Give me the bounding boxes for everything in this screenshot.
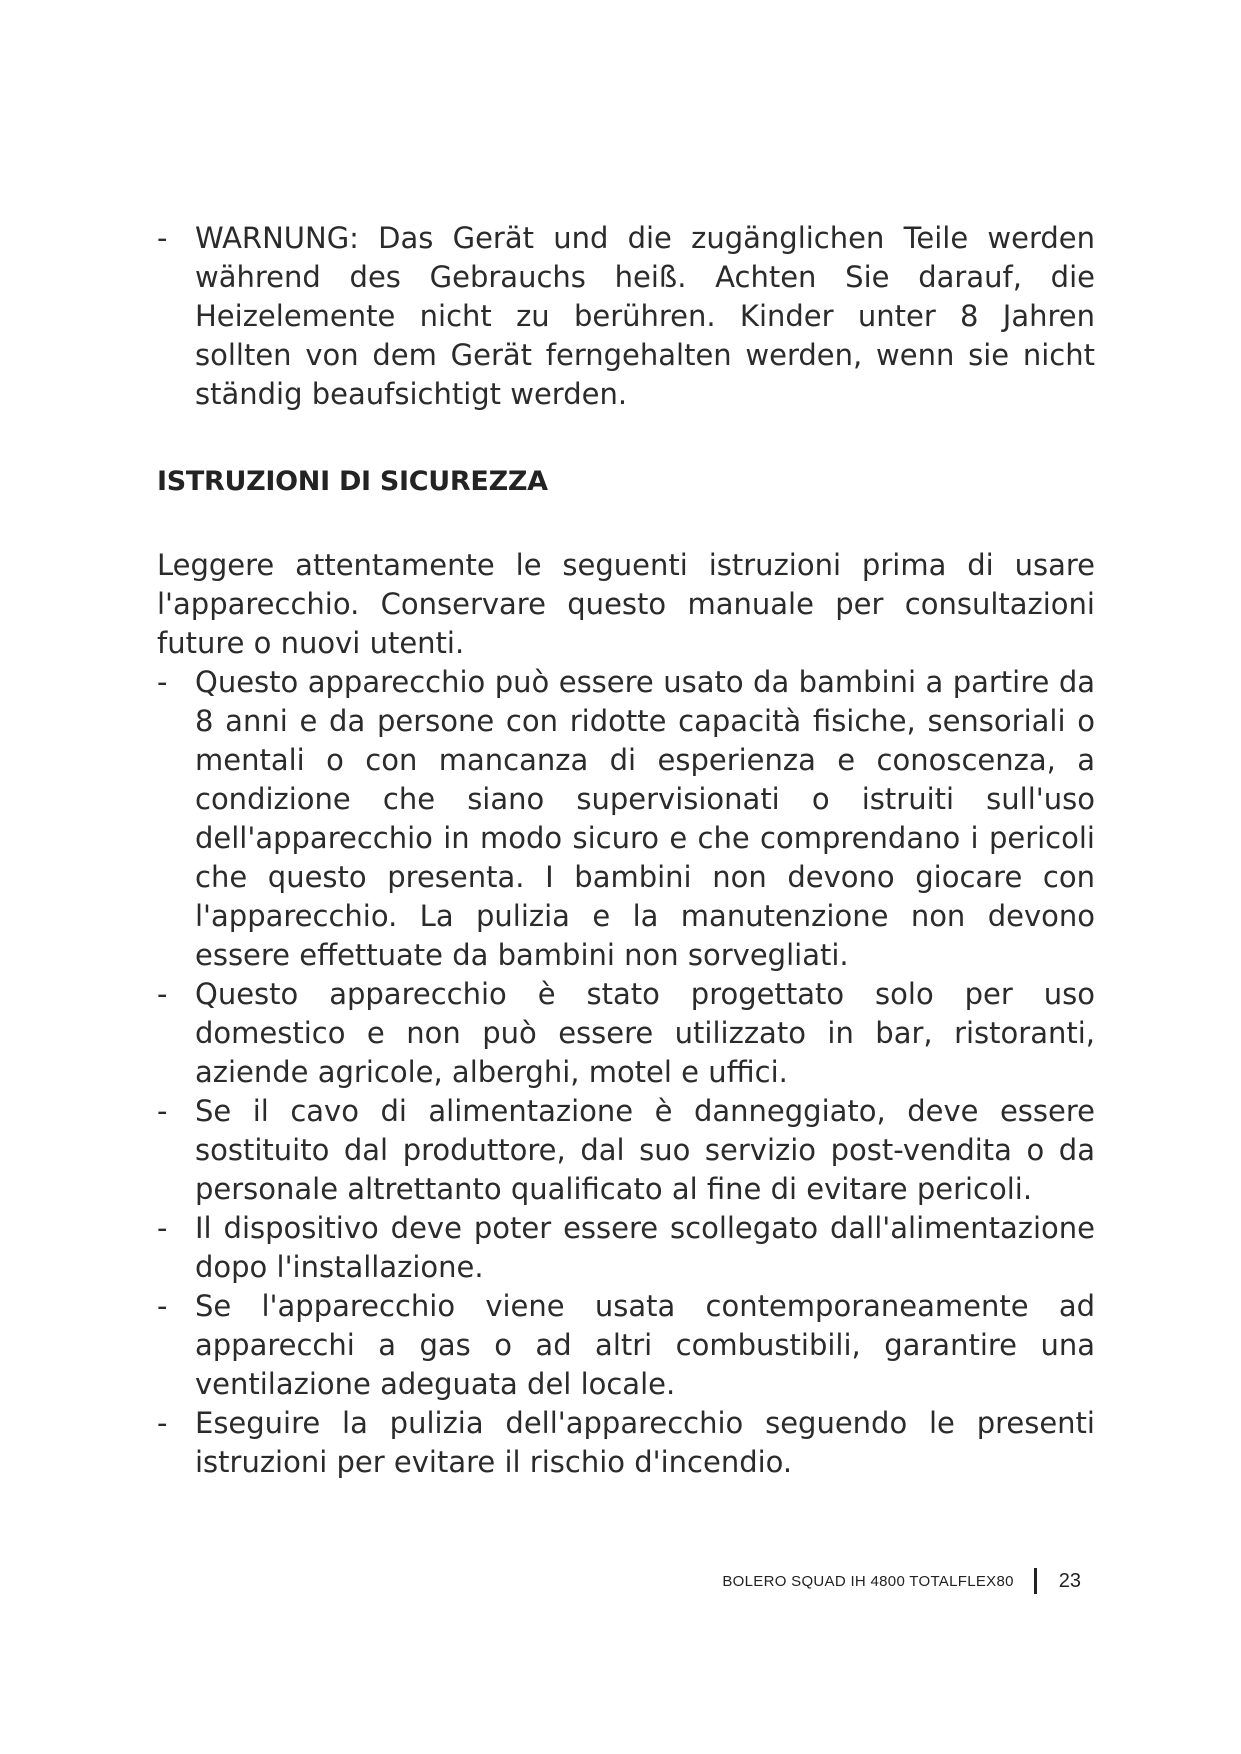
bullet-dash: - [157, 1094, 168, 1128]
list-item [157, 1404, 1095, 1482]
bullet-dash: - [157, 221, 168, 255]
list-item-text: Il dispositivo deve poter essere scollegato dall'alimentazione dopo l'installazione. [195, 1211, 1095, 1284]
page-footer [722, 1568, 1081, 1594]
bullet-dash: - [157, 1289, 168, 1323]
list-item-text: Eseguire la pulizia dell'apparecchio seguendo le presenti istruzioni per evitare il rischio d'incendio. [195, 1406, 1095, 1479]
page-number: 23 [1058, 1569, 1081, 1592]
warning-paragraph [157, 219, 1095, 414]
bullet-dash: - [157, 1211, 168, 1245]
bullet-dash: - [157, 1406, 168, 1440]
list-item [157, 663, 1095, 975]
bullet-dash: - [157, 977, 168, 1011]
footer-model-name: BOLERO SQUAD IH 4800 TOTALFLEX80 [722, 1572, 1014, 1590]
list-item-text: Se il cavo di alimentazione è danneggiato, deve essere sostituito dal produttore, dal suo servizio post-vendita o da personale altrettanto qualificato al fine di evitare pericoli. [195, 1094, 1095, 1206]
section-heading: ISTRUZIONI DI SICUREZZA [157, 466, 548, 497]
intro-paragraph: Leggere attentamente le seguenti istruzioni prima di usare l'apparecchio. Conservare questo manuale per consultazioni future o nuovi utenti. [157, 548, 1095, 660]
list-item-text: Questo apparecchio è stato progettato solo per uso domestico e non può essere utilizzato in bar, ristoranti, aziende agricole, alberghi, motel e uffici. [195, 977, 1095, 1089]
bullet-dash: - [157, 665, 168, 699]
safety-list [157, 663, 1095, 1482]
list-item-text: Questo apparecchio può essere usato da bambini a partire da 8 anni e da persone con ridotte capacità fisiche, sensoriali o mentali o con mancanza di esperienza e conoscenza, a condizione che siano supervisionati o istruiti sull'uso dell'apparecchio in modo sicuro e che comprendano i pericoli che questo presenta. I bambini non devono giocare con l'apparecchio. La pulizia e la manutenzione non devono essere effettuate da bambini non sorvegliati. [195, 665, 1095, 972]
list-item [157, 1209, 1095, 1287]
page-content [157, 219, 1095, 1482]
list-item [157, 975, 1095, 1092]
footer-divider [1034, 1568, 1037, 1594]
warning-text: WARNUNG: Das Gerät und die zugänglichen Teile werden während des Gebrauchs heiß. Achten Sie darauf, die Heizelemente nicht zu berühren. Kinder unter 8 Jahren sollten von dem Gerät ferngehalten werden, wenn sie nicht ständig beaufsichtigt werden. [195, 221, 1095, 411]
list-item [157, 1287, 1095, 1404]
list-item-text: Se l'apparecchio viene usata contemporaneamente ad apparecchi a gas o ad altri combustibili, garantire una ventilazione adeguata del locale. [195, 1289, 1095, 1401]
list-item [157, 1092, 1095, 1209]
